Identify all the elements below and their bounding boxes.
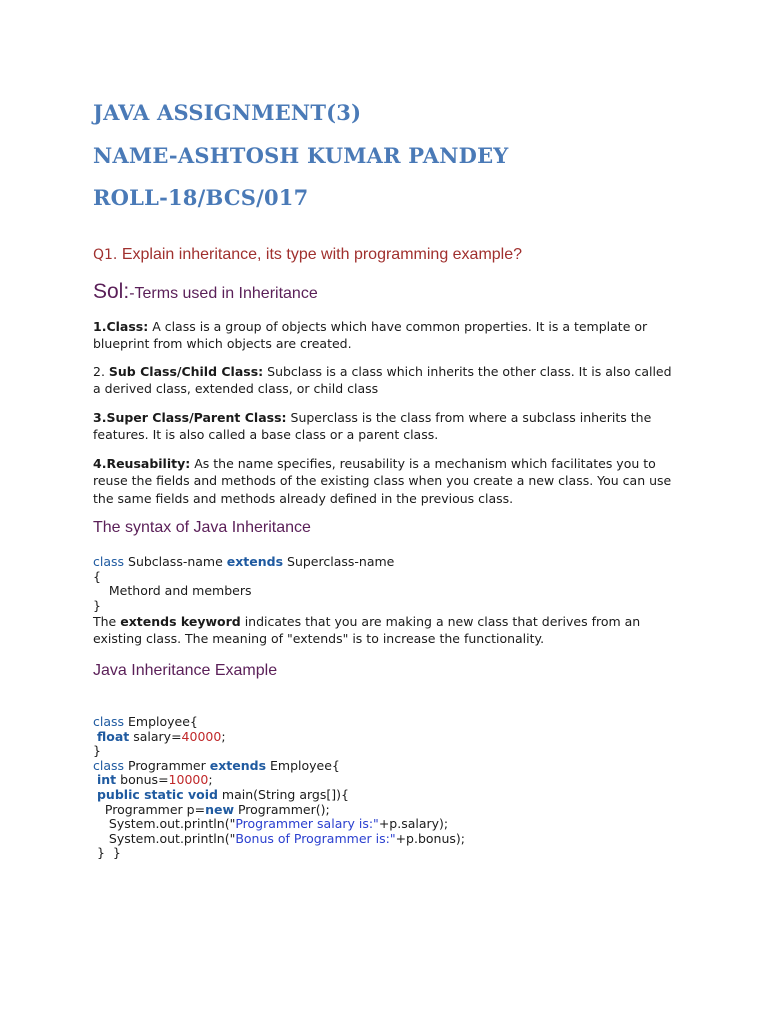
desc-text: The bbox=[93, 614, 121, 629]
term-label: 1.Class: bbox=[93, 319, 149, 334]
code-text: +p.salary); bbox=[378, 816, 449, 832]
question-1 bbox=[93, 244, 522, 264]
code-text: bonus= bbox=[116, 772, 169, 788]
code-number: 40000 bbox=[181, 728, 222, 744]
code-text: ; bbox=[208, 772, 213, 788]
code-text: Subclass-name bbox=[124, 554, 227, 569]
code-keyword: int bbox=[96, 772, 117, 788]
code-text: Employee{ bbox=[124, 714, 198, 729]
code-number: 10000 bbox=[168, 772, 209, 788]
term-definition: Superclass is the class from where a subclass inherits the features. It is also called a base class or a parent class. bbox=[93, 410, 652, 443]
code-text: salary= bbox=[129, 728, 182, 744]
code-string: Bonus of Programmer is:" bbox=[235, 830, 396, 846]
question-text: Explain inheritance, its type with programming example? bbox=[117, 246, 523, 263]
solution-prefix: Sol: bbox=[93, 280, 130, 303]
code-keyword: class bbox=[93, 554, 125, 569]
term-reusability bbox=[93, 455, 683, 507]
roll-number: ROLL-18/BCS/017 bbox=[93, 185, 309, 210]
code-keyword: extends bbox=[226, 554, 284, 569]
student-name: NAME-ASHTOSH KUMAR PANDEY bbox=[93, 143, 509, 168]
term-subclass bbox=[93, 363, 683, 398]
syntax-heading: The syntax of Java Inheritance bbox=[93, 519, 311, 536]
code-text: Programmer p= bbox=[93, 801, 206, 817]
code-text: main(String args[]){ bbox=[217, 786, 349, 802]
solution-heading-text: -Terms used in Inheritance bbox=[129, 285, 318, 302]
code-keyword: public static void bbox=[96, 786, 218, 802]
example-heading: Java Inheritance Example bbox=[93, 662, 278, 679]
code-keyword: float bbox=[96, 728, 130, 744]
code-text: Programmer bbox=[124, 757, 210, 773]
code-text: } bbox=[93, 743, 101, 759]
code-text: Programmer(); bbox=[234, 801, 330, 817]
syntax-code-block bbox=[93, 555, 394, 613]
code-string: Programmer salary is:" bbox=[235, 816, 379, 832]
term-class bbox=[93, 318, 683, 353]
syntax-description bbox=[93, 613, 683, 648]
code-keyword: class bbox=[93, 757, 125, 773]
question-number: Q1. bbox=[93, 247, 118, 263]
solution-heading bbox=[93, 280, 318, 304]
code-text: Employee{ bbox=[266, 757, 340, 773]
term-label: 4.Reusability: bbox=[93, 456, 191, 471]
code-text: { bbox=[93, 568, 101, 584]
code-text: ; bbox=[221, 728, 226, 744]
code-text: Methord and members bbox=[93, 583, 252, 599]
code-keyword: class bbox=[93, 714, 125, 729]
term-prefix: 2. bbox=[93, 364, 109, 379]
code-keyword: new bbox=[205, 801, 234, 817]
assignment-title: JAVA ASSIGNMENT(3) bbox=[93, 100, 362, 125]
term-superclass bbox=[93, 409, 683, 444]
desc-bold: extends keyword bbox=[120, 614, 241, 629]
term-definition: A class is a group of objects which have common properties. It is a template or blueprint from which objects are created. bbox=[93, 319, 648, 352]
term-label: Sub Class/Child Class: bbox=[108, 364, 264, 379]
code-keyword: extends bbox=[209, 757, 267, 773]
code-text: +p.bonus); bbox=[395, 830, 465, 846]
example-code-block bbox=[93, 715, 465, 861]
term-label: 3.Super Class/Parent Class: bbox=[93, 410, 287, 425]
code-text: Superclass-name bbox=[283, 554, 395, 569]
desc-text: indicates that you are making a new class that derives from an existing class. The meaning of "extends" is to increase the functionality. bbox=[93, 614, 641, 647]
code-text: System.out.println(" bbox=[93, 816, 236, 832]
term-definition: Subclass is a class which inherits the other class. It is also called a derived class, extended class, or child class bbox=[93, 364, 672, 397]
code-text: } } bbox=[93, 845, 121, 861]
code-text: System.out.println(" bbox=[93, 830, 236, 846]
code-text: } bbox=[93, 597, 101, 613]
term-definition: As the name specifies, reusability is a mechanism which facilitates you to reuse the fields and methods of the existing class when you create a new class. You can use the same fields and methods already defined in the previous class. bbox=[93, 456, 672, 506]
